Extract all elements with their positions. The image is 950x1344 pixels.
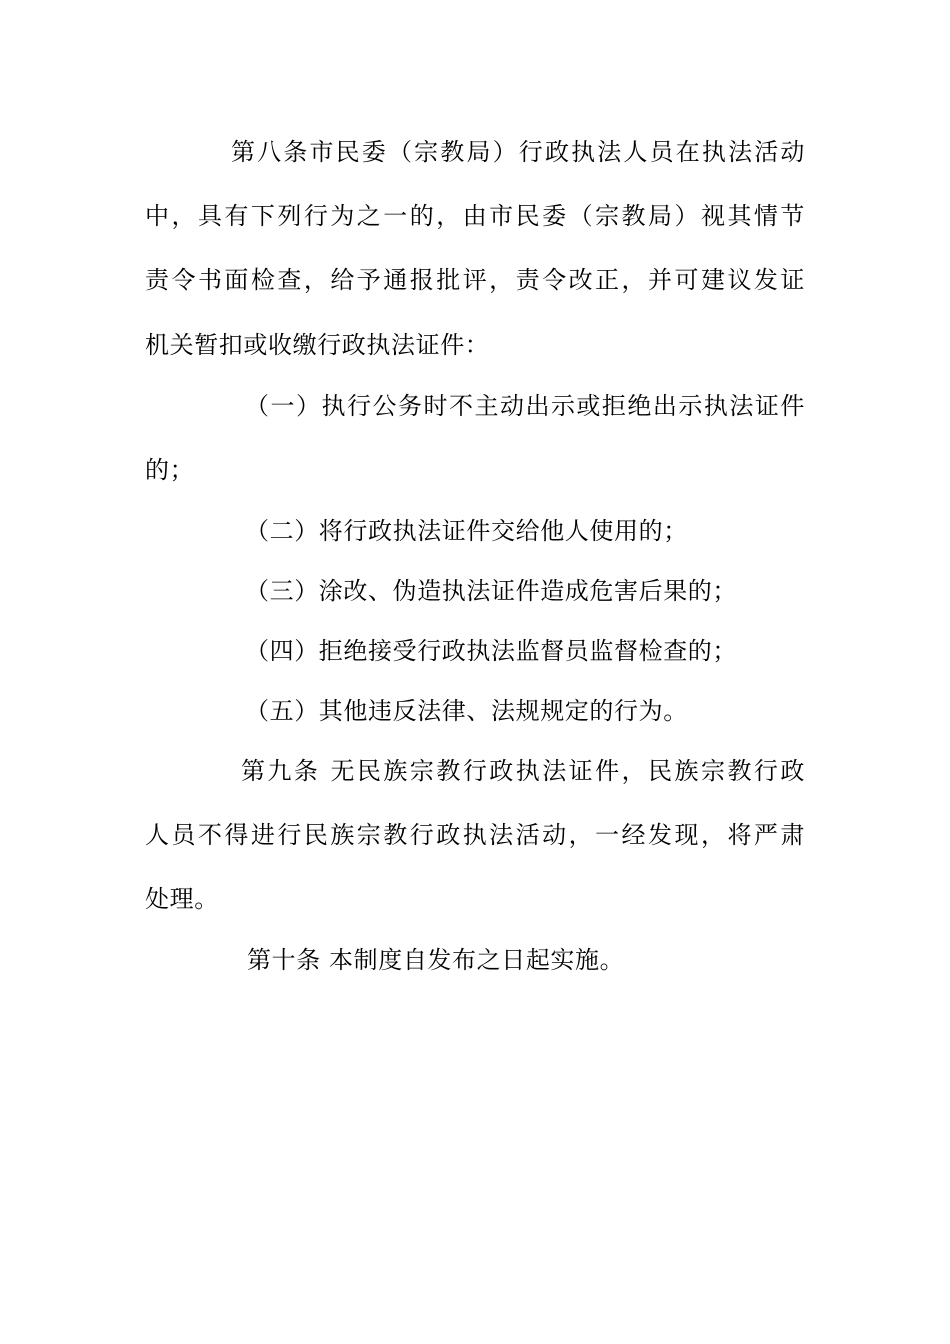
- item-1-line-2: 的；: [145, 456, 195, 484]
- article-8-line-4: 机关暂扣或收缴行政执法证件：: [145, 331, 490, 359]
- article-9-line-1: 第九条 无民族宗教行政执法证件，民族宗教行政: [241, 757, 805, 785]
- article-9-line-3: 处理。: [145, 885, 219, 913]
- item-1-line-1: （一）执行公务时不主动出示或拒绝出示执法证件: [245, 392, 805, 420]
- article-9-line-2: 人员不得进行民族宗教行政执法活动，一经发现，将严肃: [145, 821, 805, 849]
- article-10-line-1: 第十条 本制度自发布之日起实施。: [247, 946, 625, 974]
- item-5: （五）其他违反法律、法规规定的行为。: [245, 697, 688, 725]
- item-2: （二）将行政执法证件交给他人使用的；: [245, 517, 688, 545]
- item-4: （四）拒绝接受行政执法监督员监督检查的；: [245, 637, 737, 665]
- article-8-line-2: 中，具有下列行为之一的，由市民委（宗教局）视其情节: [145, 202, 805, 230]
- article-8-line-3: 责令书面检查，给予通报批评，责令改正，并可建议发证: [145, 266, 805, 294]
- article-8-line-1: 第八条市民委（宗教局）行政执法人员在执法活动: [231, 138, 805, 166]
- item-3: （三）涂改、伪造执法证件造成危害后果的；: [245, 577, 737, 605]
